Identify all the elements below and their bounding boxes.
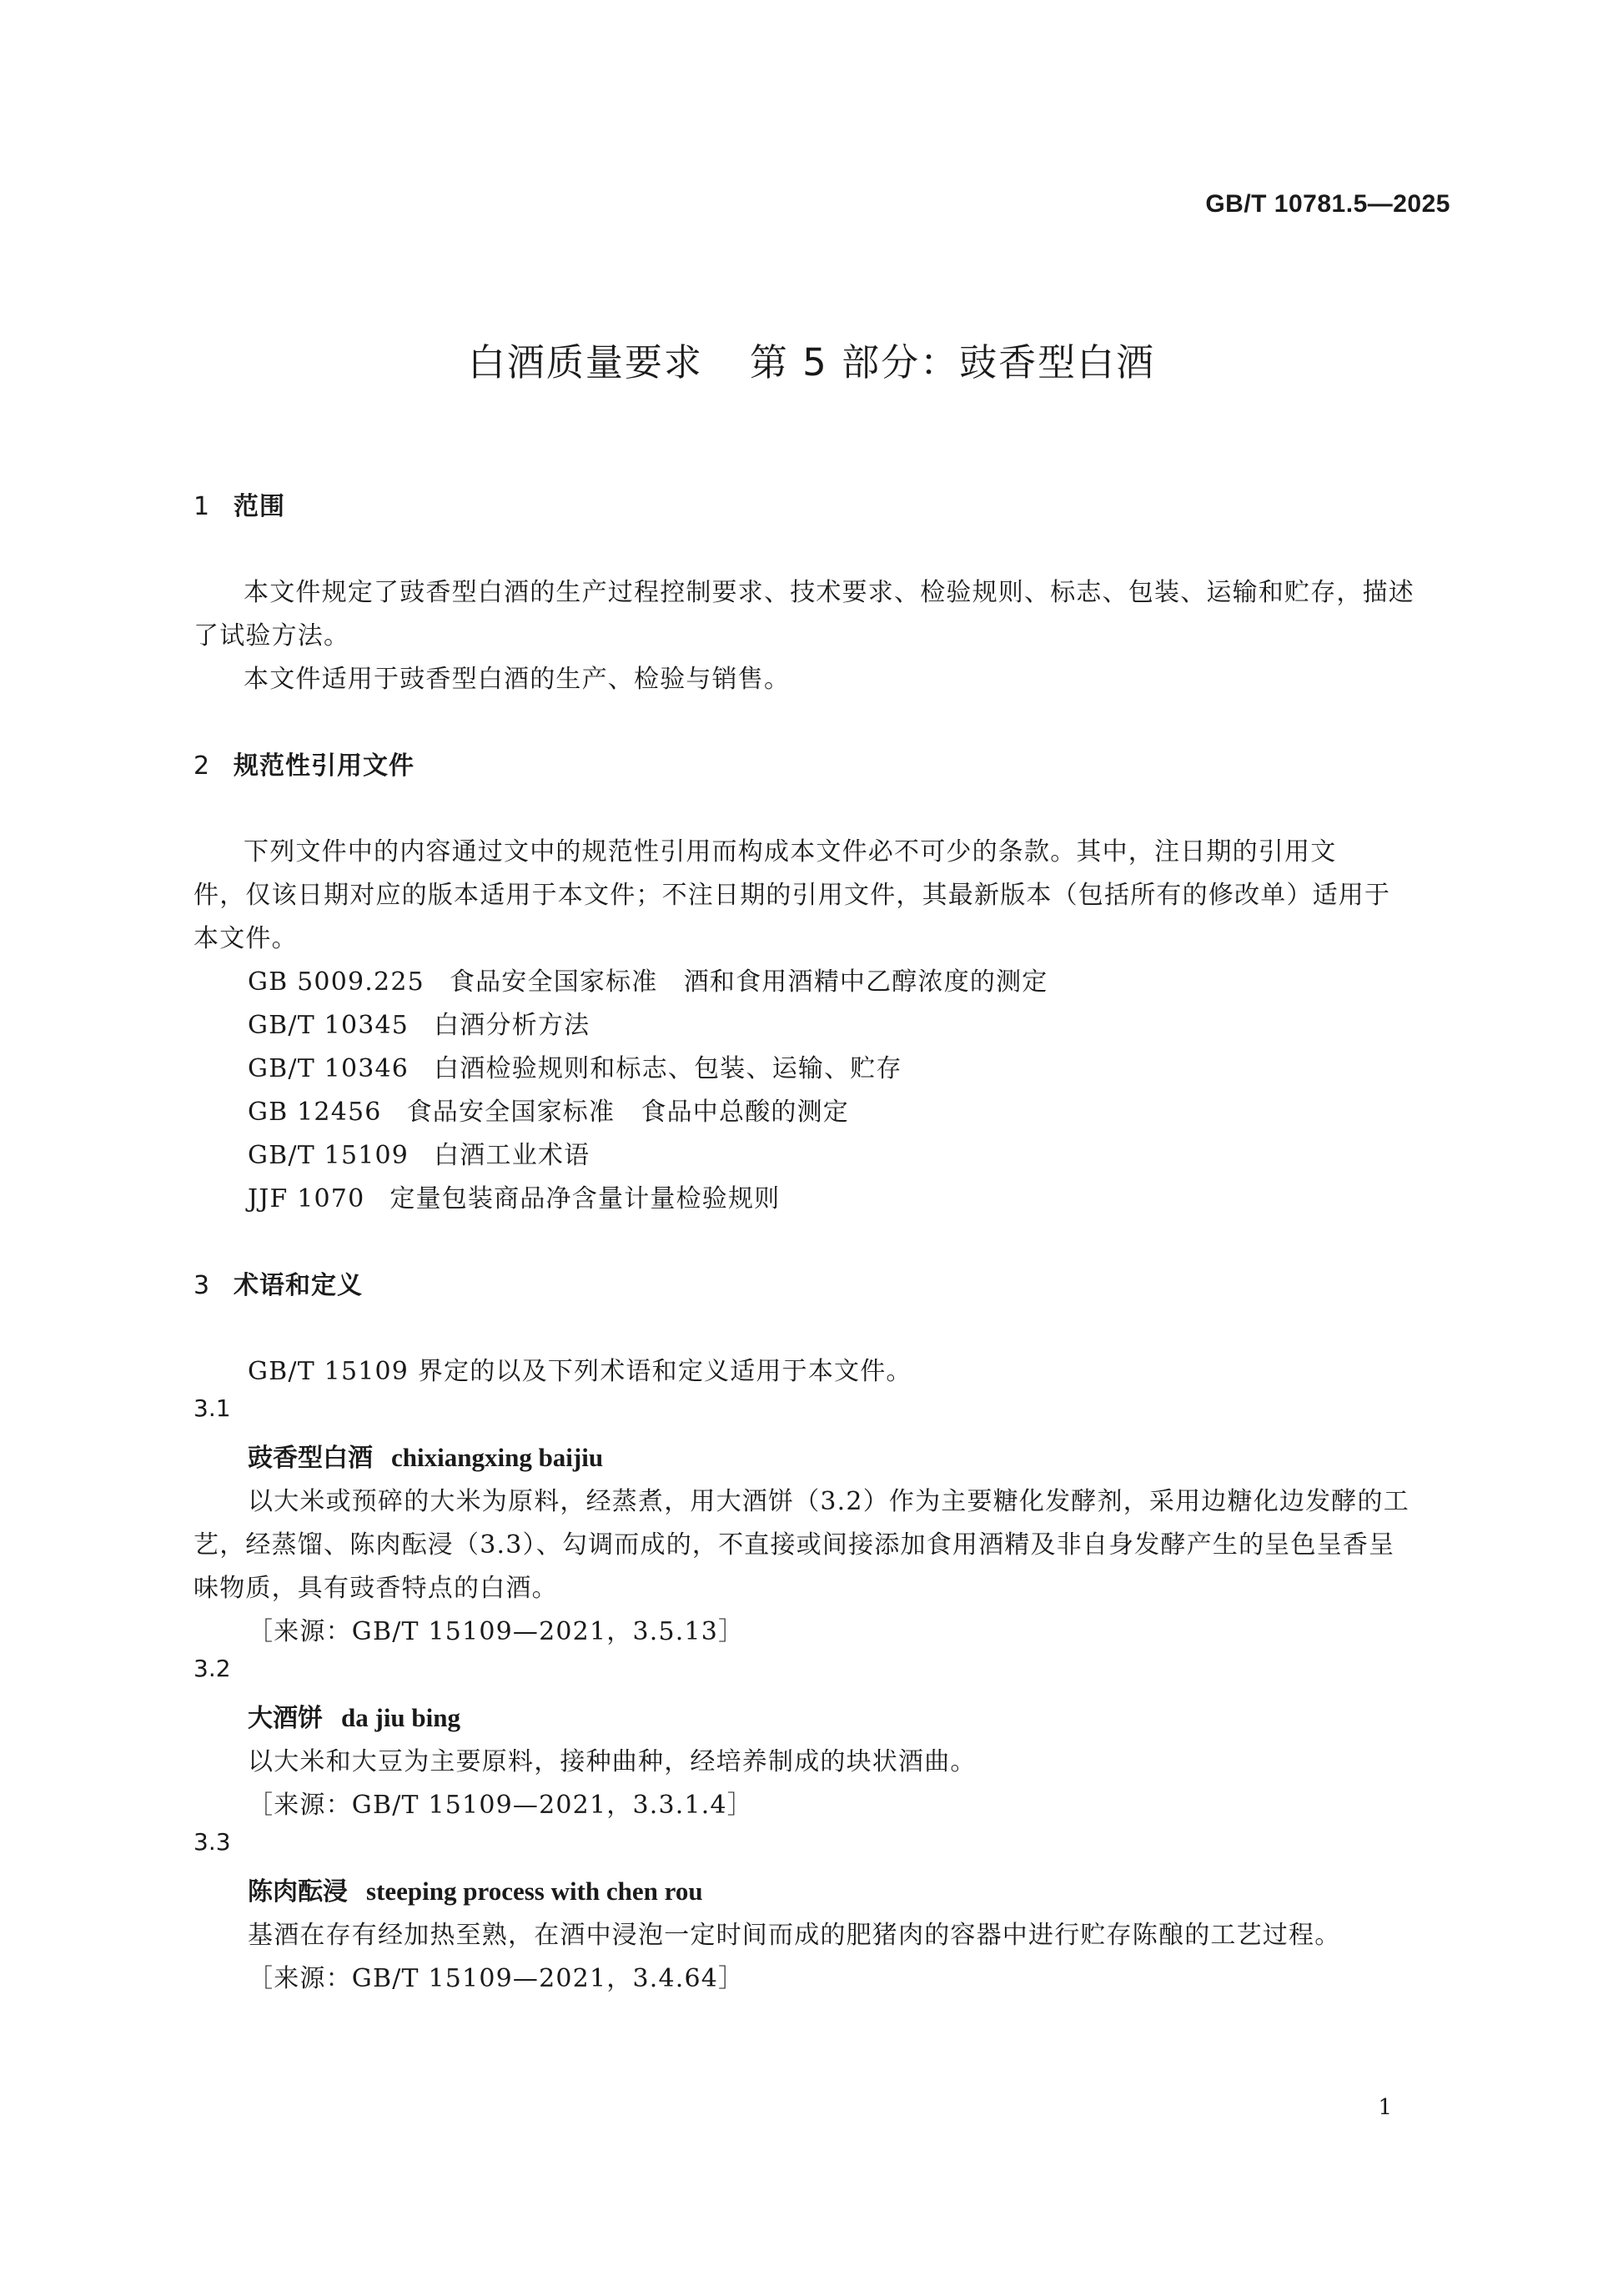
section-2-number: 2 [193, 751, 211, 781]
document-title [0, 332, 1623, 386]
term-definition-line: 味物质，具有豉香特点的白酒。 [193, 1574, 558, 1603]
section-1-number: 1 [193, 492, 211, 521]
clause-number: 3.2 [193, 1655, 231, 1682]
reference-code: GB/T 15109 [248, 1141, 410, 1170]
reference-title: 白酒分析方法 [434, 1011, 590, 1040]
term-heading [248, 1437, 603, 1474]
term-definition-line: 以大米和大豆为主要原料，接种曲种，经培养制成的块状酒曲。 [248, 1747, 977, 1776]
term-en: chixiangxing baijiu [391, 1443, 604, 1472]
reference-title: 白酒工业术语 [434, 1141, 590, 1170]
reference-code: GB 12456 [248, 1098, 382, 1127]
section-2-title: 规范性引用文件 [234, 751, 415, 781]
section-3-title: 术语和定义 [234, 1271, 363, 1300]
term-zh: 豉香型白酒 [248, 1444, 373, 1473]
reference-item [248, 961, 1048, 997]
reference-item [248, 1048, 902, 1084]
s2-intro-line2: 件，仅该日期对应的版本适用于本文件；不注日期的引用文件，其最新版本（包括所有的修改单）适用于 [193, 881, 1391, 910]
reference-code: GB 5009.225 [248, 967, 425, 997]
term-zh: 陈肉酝浸 [248, 1877, 348, 1907]
term-definition-line: 艺，经蒸馏、陈肉酝浸（3.3）、勾调而成的，不直接或间接添加食用酒精及非自身发酵产生的呈色呈香呈 [193, 1530, 1395, 1560]
reference-title: 白酒检验规则和标志、包装、运输、贮存 [434, 1054, 902, 1083]
section-1-title: 范围 [234, 492, 285, 521]
term-definition-line: 基酒在存有经加热至熟，在酒中浸泡一定时间而成的肥猪肉的容器中进行贮存陈酿的工艺过程。 [248, 1921, 1341, 1950]
term-zh: 大酒饼 [248, 1704, 323, 1733]
reference-title: 食品安全国家标准 食品中总酸的测定 [406, 1098, 849, 1127]
term-heading [248, 1871, 703, 1907]
s2-intro-line3: 本文件。 [193, 924, 298, 953]
reference-item [248, 1134, 590, 1171]
term-en: da jiu bing [341, 1703, 461, 1732]
page-number: 1 [1378, 2095, 1392, 2120]
title-part-b: 第 5 部分：豉香型白酒 [749, 340, 1156, 384]
clause-number: 3.1 [193, 1394, 231, 1422]
term-en: steeping process with chen rou [366, 1876, 703, 1906]
reference-item [248, 1178, 780, 1214]
section-1-heading [193, 485, 285, 522]
reference-title: 定量包装商品净含量计量检验规则 [389, 1184, 781, 1213]
s1-para2: 本文件适用于豉香型白酒的生产、检验与销售。 [244, 665, 791, 694]
term-source: ［来源：GB/T 15109—2021，3.5.13］ [248, 1617, 745, 1646]
section-3-number: 3 [193, 1271, 211, 1300]
reference-code: JJF 1070 [248, 1184, 365, 1213]
standard-number: GB/T 10781.5—2025 [1205, 190, 1450, 218]
term-definition-line: 以大米或预碎的大米为原料，经蒸煮，用大酒饼（3.2）作为主要糖化发酵剂，采用边糖化边发酵的工 [248, 1487, 1409, 1516]
reference-code: GB/T 10345 [248, 1011, 410, 1040]
term-source: ［来源：GB/T 15109—2021，3.4.64］ [248, 1964, 745, 1993]
title-part-a: 白酒质量要求 [467, 340, 703, 384]
term-heading [248, 1697, 460, 1734]
reference-item [248, 1004, 590, 1041]
s1-para1-line1: 本文件规定了豉香型白酒的生产过程控制要求、技术要求、检验规则、标志、包装、运输和贮存，描述 [244, 578, 1414, 607]
section-3-heading [193, 1264, 363, 1301]
clause-number: 3.3 [193, 1828, 231, 1856]
reference-title: 食品安全国家标准 酒和食用酒精中乙醇浓度的测定 [449, 967, 1048, 997]
s1-para1-line2: 了试验方法。 [193, 621, 350, 651]
section-2-heading [193, 745, 415, 781]
s2-intro-line1: 下列文件中的内容通过文中的规范性引用而构成本文件必不可少的条款。其中，注日期的引用文 [244, 837, 1337, 867]
reference-item [248, 1091, 849, 1128]
s3-intro: GB/T 15109 界定的以及下列术语和定义适用于本文件。 [248, 1357, 912, 1386]
term-source: ［来源：GB/T 15109—2021，3.3.1.4］ [248, 1791, 754, 1820]
reference-code: GB/T 10346 [248, 1054, 410, 1083]
